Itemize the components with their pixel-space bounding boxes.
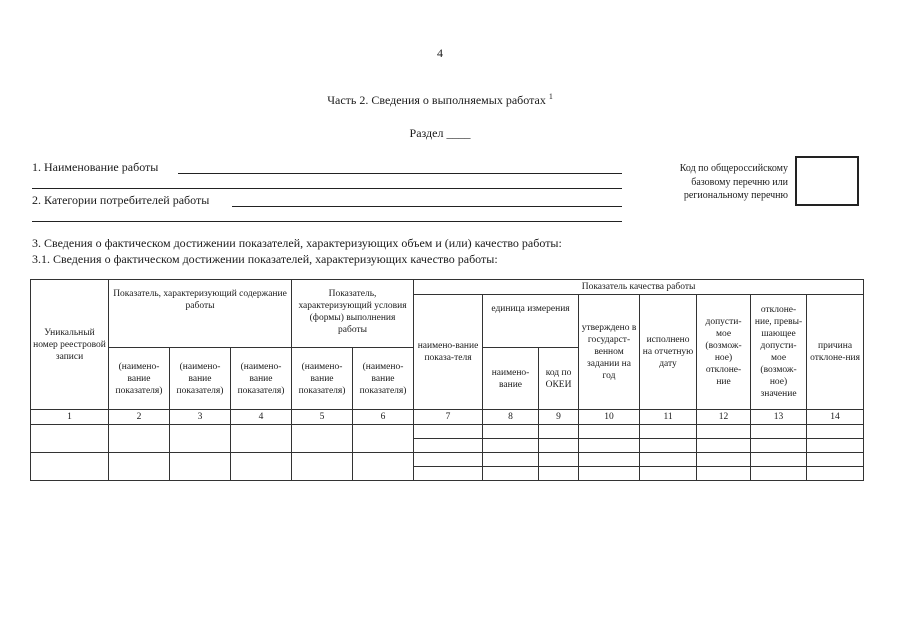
code-box[interactable] (795, 156, 859, 206)
table-cell[interactable] (697, 467, 751, 481)
table-cell[interactable] (483, 425, 539, 439)
table-cell[interactable] (697, 425, 751, 439)
table-cell[interactable] (697, 453, 751, 467)
table-cell[interactable] (109, 425, 170, 453)
sub-name-header: (наимено-вание показателя) (109, 348, 170, 410)
table-cell[interactable] (292, 453, 353, 481)
table-cell[interactable] (807, 439, 864, 453)
table-row (31, 453, 864, 467)
section-label: Раздел (409, 126, 444, 140)
col-executed-header: исполнено на отчетную дату (640, 295, 697, 410)
field-work-name-line-2[interactable] (32, 188, 622, 189)
col-number: 10 (579, 410, 640, 425)
field-consumers-line[interactable] (232, 206, 622, 207)
part-title (0, 92, 880, 108)
table-cell[interactable] (539, 425, 579, 439)
unit-name-header: наимено-вание (483, 348, 539, 410)
column-numbers-row (31, 410, 864, 425)
table-cell[interactable] (170, 453, 231, 481)
table-cell[interactable] (414, 439, 483, 453)
table-cell[interactable] (292, 425, 353, 453)
table-cell[interactable] (539, 439, 579, 453)
field-work-name-line[interactable] (178, 173, 622, 174)
sub-name-header: (наимено-вание показателя) (292, 348, 353, 410)
col-number: 14 (807, 410, 864, 425)
table-cell[interactable] (414, 425, 483, 439)
field-consumers-label: 2. Категории потребителей работы (32, 193, 210, 207)
table-cell[interactable] (640, 453, 697, 467)
table-cell[interactable] (807, 467, 864, 481)
group-unit-header: единица измерения (483, 295, 579, 348)
col-unique-header: Уникальный номер реестровой записи (31, 280, 109, 410)
table-cell[interactable] (751, 439, 807, 453)
table-cell[interactable] (353, 453, 414, 481)
heading-3-1: 3.1. Сведения о фактическом достижении показателей, характеризующих качество работы: (32, 252, 498, 266)
col-number: 11 (640, 410, 697, 425)
table-cell[interactable] (353, 425, 414, 453)
table-cell[interactable] (807, 453, 864, 467)
table-cell[interactable] (640, 467, 697, 481)
col-deviation-header: отклоне-ние, превы-шающее допусти-мое (возмож-ное) значение (751, 295, 807, 410)
unit-code-header: код по ОКЕИ (539, 348, 579, 410)
col-indicator-name-header: наимено-вание показа-теля (414, 295, 483, 410)
table-cell[interactable] (31, 453, 109, 481)
section-value: ____ (446, 126, 471, 140)
col-number: 2 (109, 410, 170, 425)
table-cell[interactable] (751, 425, 807, 439)
table-cell[interactable] (640, 439, 697, 453)
table-cell[interactable] (579, 453, 640, 467)
col-number: 13 (751, 410, 807, 425)
col-number: 5 (292, 410, 353, 425)
col-number: 8 (483, 410, 539, 425)
table-cell[interactable] (483, 467, 539, 481)
table-cell[interactable] (231, 425, 292, 453)
col-approved-header: утверждено в государст-венном задании на год (579, 295, 640, 410)
code-label: Код по общероссийскому базовому перечню или региональному перечню (679, 163, 788, 201)
sub-name-header: (наимено-вание показателя) (353, 348, 414, 410)
field-work-name-label: 1. Наименование работы (32, 160, 159, 174)
table-cell[interactable] (640, 425, 697, 439)
quality-table (30, 279, 864, 481)
table-cell[interactable] (170, 425, 231, 453)
col-allowed-header: допусти-мое (возмож-ное) отклоне-ние (697, 295, 751, 410)
table-cell[interactable] (483, 439, 539, 453)
part-title-text: Часть 2. Сведения о выполняемых работах (327, 93, 546, 107)
table-cell[interactable] (579, 439, 640, 453)
table-cell[interactable] (539, 453, 579, 467)
table-cell[interactable] (414, 453, 483, 467)
table-cell[interactable] (414, 467, 483, 481)
group-quality-header: Показатель качества работы (414, 280, 864, 295)
table-cell[interactable] (483, 453, 539, 467)
col-number: 4 (231, 410, 292, 425)
table-cell[interactable] (109, 453, 170, 481)
table-cell[interactable] (31, 425, 109, 453)
table-cell[interactable] (579, 425, 640, 439)
table-cell[interactable] (751, 453, 807, 467)
part-title-footnote: 1 (548, 92, 553, 101)
col-number: 12 (697, 410, 751, 425)
table-cell[interactable] (697, 439, 751, 453)
col-number: 3 (170, 410, 231, 425)
table-cell[interactable] (579, 467, 640, 481)
col-number: 1 (31, 410, 109, 425)
group-conditions-header: Показатель, характеризующий условия (формы) выполнения работы (292, 280, 414, 348)
table-cell[interactable] (807, 425, 864, 439)
col-number: 9 (539, 410, 579, 425)
table-cell[interactable] (539, 467, 579, 481)
sub-name-header: (наимено-вание показателя) (170, 348, 231, 410)
section-line (0, 126, 880, 141)
table-cell[interactable] (231, 453, 292, 481)
col-reason-header: причина отклоне-ния (807, 295, 864, 410)
group-content-header: Показатель, характеризующий содержание работы (109, 280, 292, 348)
table-row (31, 425, 864, 439)
field-consumers-line-2[interactable] (32, 221, 622, 222)
table-cell[interactable] (751, 467, 807, 481)
page-number: 4 (437, 46, 443, 60)
sub-name-header: (наимено-вание показателя) (231, 348, 292, 410)
heading-3: 3. Сведения о фактическом достижении показателей, характеризующих объем и (или) качество работы: (32, 236, 562, 250)
col-number: 6 (353, 410, 414, 425)
col-number: 7 (414, 410, 483, 425)
